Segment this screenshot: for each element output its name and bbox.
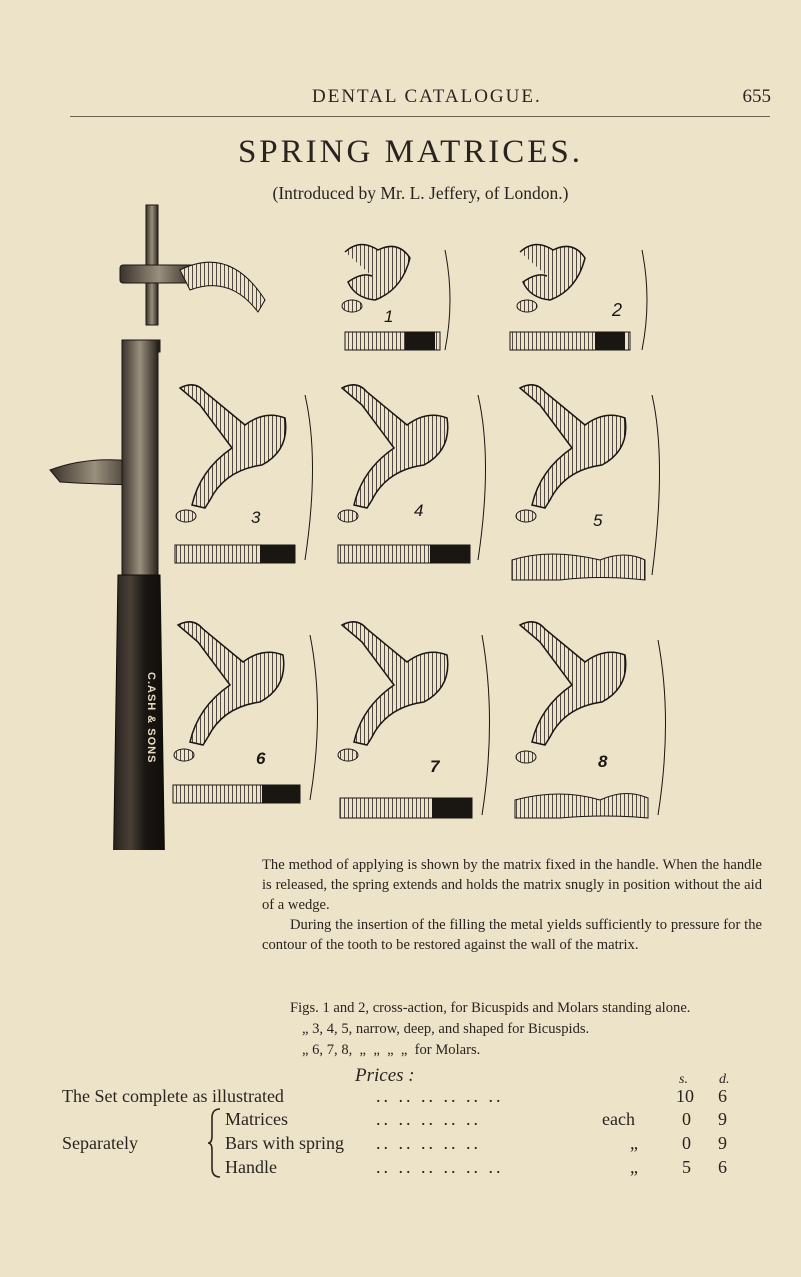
price-row: [0, 1133, 801, 1157]
figure-number: 7: [430, 757, 440, 776]
matrix-handle: [50, 205, 265, 850]
price-unit: each: [602, 1109, 635, 1129]
figure-1-matrix: [342, 244, 450, 350]
description-paragraph: During the insertion of the filling the metal yields sufficiently to pressure for the contour of the tooth to be restored against the wall of the matrix.: [262, 917, 762, 953]
price-item: Handle: [225, 1157, 277, 1177]
figure-number: 1: [384, 307, 394, 326]
price-unit: „: [630, 1157, 638, 1177]
figure-6-matrix: [173, 622, 318, 803]
price-shillings: 0: [682, 1109, 691, 1129]
figure-number: 3: [251, 508, 261, 527]
page-number: 655: [742, 86, 771, 107]
price-row: [0, 1109, 801, 1133]
price-item: Matrices: [225, 1109, 288, 1129]
running-title: DENTAL CATALOGUE.: [312, 86, 542, 107]
figure-5-matrix: [512, 385, 660, 580]
price-unit: „: [630, 1133, 638, 1153]
price-shillings: 0: [682, 1133, 691, 1153]
description-paragraph: The method of applying is shown by the matrix fixed in the handle. When the handle is released, the spring extends and holds the matrix snugly in position without the aid of a wedge.: [262, 857, 762, 913]
separately-label: Separately: [62, 1133, 138, 1153]
prices-heading: Prices :: [355, 1065, 415, 1086]
price-shillings: 5: [682, 1157, 691, 1177]
price-pence: 6: [718, 1086, 727, 1106]
price-item: The Set complete as illustrated: [62, 1086, 284, 1106]
figure-4-matrix: [338, 385, 486, 563]
price-leader-dots: .. .. .. .. .. ..: [376, 1157, 504, 1177]
figure-2-matrix: [510, 244, 647, 350]
header-rule: [70, 116, 770, 117]
price-shillings: 10: [676, 1086, 694, 1106]
page-subtitle: (Introduced by Mr. L. Jeffery, of London.): [272, 183, 569, 203]
figure-number: 6: [256, 749, 266, 768]
price-pence: 6: [718, 1157, 727, 1177]
figure-3-matrix: [175, 385, 313, 563]
price-row: [0, 1157, 801, 1181]
figure-8-matrix: [515, 622, 666, 818]
price-leader-dots: .. .. .. .. ..: [376, 1133, 481, 1153]
figure-7-matrix: [338, 622, 490, 818]
figure-key-line: „ 6, 7, 8, „ „ „ „ for Molars.: [302, 1042, 481, 1058]
page-title: SPRING MATRICES.: [237, 134, 584, 170]
description-text: [262, 855, 762, 955]
matrices-illustration: [0, 200, 801, 850]
figure-number: 4: [414, 501, 424, 520]
price-item: Bars with spring: [225, 1133, 344, 1153]
shillings-column-heading: s.: [679, 1072, 688, 1087]
figure-number: 5: [593, 511, 603, 530]
figure-key-line: „ 3, 4, 5, narrow, deep, and shaped for Bicuspids.: [302, 1021, 590, 1037]
pence-column-heading: d.: [719, 1072, 730, 1087]
price-leader-dots: .. .. .. .. ..: [376, 1109, 481, 1129]
handle-stamp: C.ASH & SONS: [145, 672, 157, 764]
price-pence: 9: [718, 1133, 727, 1153]
figure-key: [290, 998, 770, 1061]
page-header: [0, 80, 801, 110]
figure-number: 8: [598, 752, 608, 771]
figure-number: 2: [612, 300, 623, 320]
price-leader-dots: .. .. .. .. .. ..: [376, 1086, 504, 1106]
price-pence: 9: [718, 1109, 727, 1129]
price-row: [0, 1086, 801, 1110]
figure-key-line: Figs. 1 and 2, cross-action, for Bicuspids and Molars standing alone.: [290, 1000, 691, 1016]
